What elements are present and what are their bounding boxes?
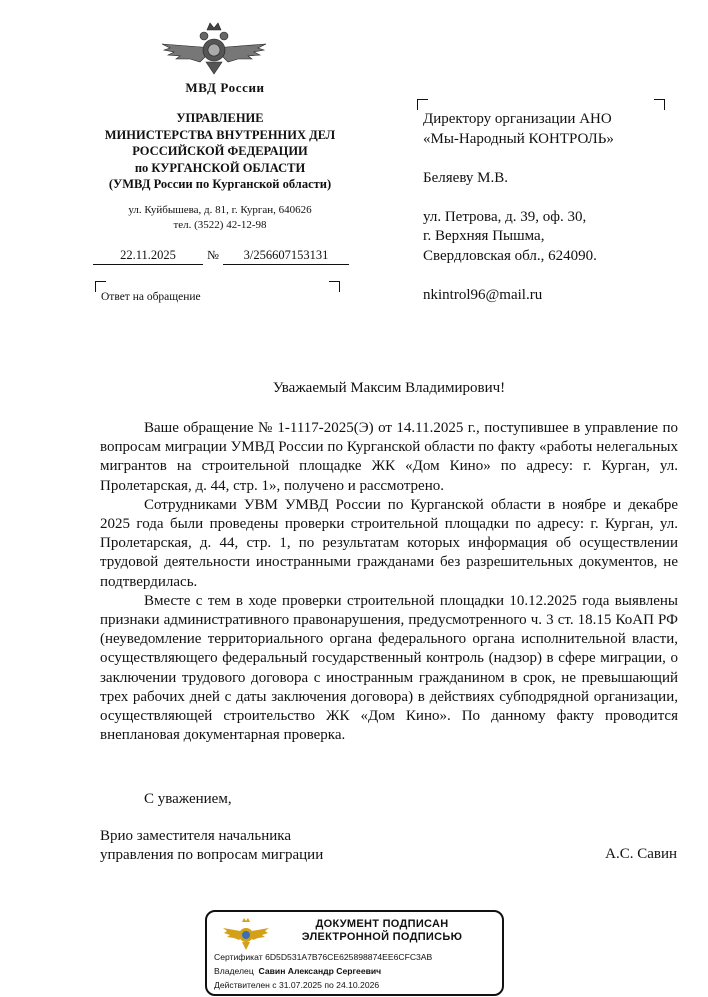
organization-name — [80, 110, 360, 193]
recipient-address-line: г. Верхняя Пышма, — [423, 228, 545, 244]
recipient-title: Директору организации АНО — [423, 111, 612, 127]
owner-label: Владелец — [214, 966, 254, 976]
stamp-validity: Действителен с 31.07.2025 по 24.10.2026 — [214, 980, 380, 990]
corner-mark — [329, 281, 340, 292]
body-paragraph: Вместе с тем в ходе проверки строительной площадки 10.12.2025 года выявлены признаки административного правонарушения, предусмотренного ч. 3 ст. 18.15 КоАП РФ (неуведомление территориального органа федерального органа исполнительной власти, осуществляющего федеральный государственный контроль (надзор) в сфере миграции, о заключении трудового договора с иностранным гражданином в срок, не превышающий трех рабочих дней с даты заключения договора) в действиях субподрядной организации, осуществляющей строительство ЖК «Дом Кино». По данному факту проводится внеплановая документарная проверка. — [100, 592, 678, 744]
recipient-organization: «Мы-Народный КОНТРОЛЬ» — [423, 130, 614, 147]
document-subject: Ответ на обращение — [101, 291, 201, 303]
document-date: 22.11.2025 — [93, 248, 203, 265]
mvd-eagle-emblem-icon — [160, 18, 268, 80]
e-signature-stamp — [205, 910, 504, 996]
sender-address: ул. Куйбышева, д. 81, г. Курган, 640626 — [128, 204, 312, 216]
corner-mark — [654, 99, 665, 110]
org-line: (УМВД России по Курганской области) — [108, 177, 332, 191]
certificate-label: Сертификат — [214, 952, 263, 962]
body-paragraph: Ваше обращение № 1-1117-2025(Э) от 14.11.2025 г., поступившее в управление по вопросам миграции УМВД России по Курганской области по факту «работы нелегальных мигрантов на строительной площадке ЖК «Дом Кино» по адресу: г. Курган, ул. Пролетарская, д. 44, стр. 1», получено и рассмотрено. — [100, 420, 678, 494]
document-number: 3/256607153131 — [223, 248, 349, 265]
stamp-certificate — [214, 952, 432, 962]
recipient-address-line: Свердловская обл., 624090. — [423, 247, 597, 264]
closing-regards: С уважением, — [144, 791, 232, 807]
stamp-title-line: ДОКУМЕНТ ПОДПИСАН — [315, 918, 449, 930]
recipient-name: Беляеву М.В. — [423, 169, 508, 186]
stamp-owner — [214, 966, 381, 976]
org-line: РОССИЙСКОЙ ФЕДЕРАЦИИ — [132, 144, 308, 158]
recipient-address-line: ул. Петрова, д. 39, оф. 30, — [423, 208, 587, 225]
letter-body — [100, 419, 678, 745]
number-sign: № — [207, 248, 219, 262]
mvd-emblem-icon — [221, 916, 271, 952]
recipient-block — [423, 110, 683, 305]
stamp-title-line: ЭЛЕКТРОННОЙ ПОДПИСЬЮ — [301, 931, 463, 943]
org-line: МИНИСТЕРСТВА ВНУТРЕННИХ ДЕЛ — [104, 127, 336, 142]
sender-contacts — [80, 203, 360, 232]
org-line: по КУРГАНСКОЙ ОБЛАСТИ — [134, 160, 306, 175]
position-line: управления по вопросам миграции — [100, 847, 324, 863]
position-line: Врио заместителя начальника — [100, 828, 291, 844]
certificate-number: 6D5D531A7B76CE625898874EE6CFC3AB — [265, 952, 433, 962]
recipient-email: nkintrol96@mail.ru — [423, 286, 543, 303]
salutation: Уважаемый Максим Владимирович! — [272, 380, 506, 396]
stamp-title — [267, 918, 497, 944]
sender-phone: тел. (3522) 42-12-98 — [173, 218, 267, 231]
corner-mark — [417, 99, 428, 110]
signatory-position — [100, 827, 323, 865]
owner-name: Савин Александр Сергеевич — [258, 966, 382, 976]
org-line: УПРАВЛЕНИЕ — [176, 111, 264, 125]
agency-short-name: МВД России — [185, 80, 265, 95]
signatory-name: А.С. Савин — [605, 846, 677, 862]
body-paragraph: Сотрудниками УВМ УМВД России по Курганской области в ноябре и декабре 2025 года были проведены проверки строительной площадки по адресу: г. Курган, ул. Пролетарская, д. 44, стр. 1, по результатам которых информация об осуществлении трудовой деятельности иностранными гражданами без разрешительных документов, не подтвердилась. — [100, 496, 678, 590]
